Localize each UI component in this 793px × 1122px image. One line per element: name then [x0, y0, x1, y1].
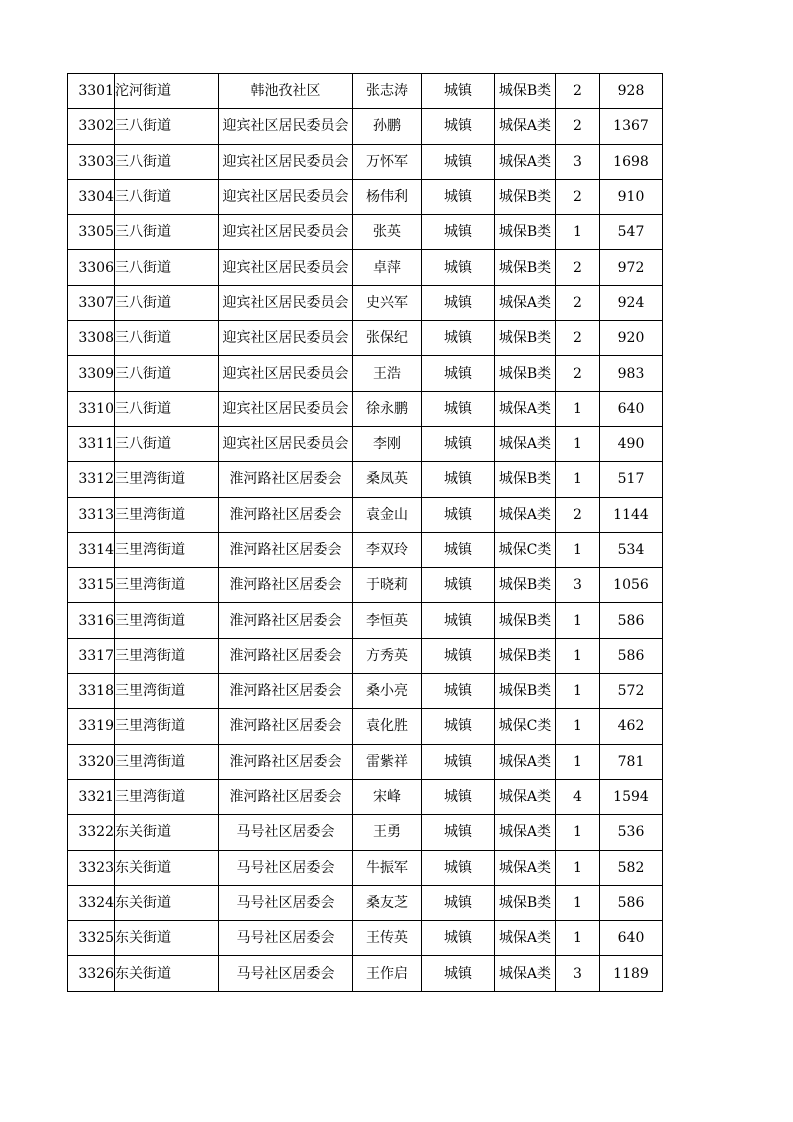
community-cell: 淮河路社区居委会 [219, 674, 353, 709]
record-id-cell: 3309 [68, 356, 115, 391]
table-row [68, 74, 663, 109]
member-count-cell: 2 [556, 109, 600, 144]
assistance-level-cell: 城保B类 [495, 321, 556, 356]
amount-cell: 586 [600, 638, 663, 673]
person-name-cell: 雷紫祥 [353, 744, 422, 779]
amount-cell: 517 [600, 462, 663, 497]
person-name-cell: 王作启 [353, 956, 422, 991]
assistance-level-cell: 城保A类 [495, 285, 556, 320]
member-count-cell: 3 [556, 144, 600, 179]
assistance-level-cell: 城保A类 [495, 497, 556, 532]
household-type-cell: 城镇 [422, 462, 495, 497]
member-count-cell: 2 [556, 179, 600, 214]
person-name-cell: 万怀军 [353, 144, 422, 179]
record-id-cell: 3319 [68, 709, 115, 744]
assistance-level-cell: 城保C类 [495, 532, 556, 567]
member-count-cell: 1 [556, 391, 600, 426]
street-cell: 东关街道 [115, 921, 219, 956]
member-count-cell: 4 [556, 779, 600, 814]
table-row [68, 250, 663, 285]
street-cell: 三里湾街道 [115, 497, 219, 532]
community-cell: 淮河路社区居委会 [219, 462, 353, 497]
street-cell: 三八街道 [115, 144, 219, 179]
record-id-cell: 3304 [68, 179, 115, 214]
household-type-cell: 城镇 [422, 603, 495, 638]
amount-cell: 536 [600, 815, 663, 850]
community-cell: 淮河路社区居委会 [219, 532, 353, 567]
street-cell: 三里湾街道 [115, 532, 219, 567]
household-type-cell: 城镇 [422, 426, 495, 461]
person-name-cell: 王传英 [353, 921, 422, 956]
community-cell: 淮河路社区居委会 [219, 744, 353, 779]
assistance-level-cell: 城保A类 [495, 779, 556, 814]
community-cell: 迎宾社区居民委员会 [219, 356, 353, 391]
table-row [68, 109, 663, 144]
amount-cell: 1698 [600, 144, 663, 179]
assistance-level-cell: 城保B类 [495, 885, 556, 920]
member-count-cell: 2 [556, 285, 600, 320]
community-cell: 迎宾社区居民委员会 [219, 285, 353, 320]
member-count-cell: 1 [556, 744, 600, 779]
table-row [68, 497, 663, 532]
member-count-cell: 1 [556, 885, 600, 920]
member-count-cell: 1 [556, 815, 600, 850]
assistance-level-cell: 城保B类 [495, 603, 556, 638]
table-row [68, 391, 663, 426]
household-type-cell: 城镇 [422, 285, 495, 320]
table-row [68, 568, 663, 603]
household-type-cell: 城镇 [422, 250, 495, 285]
record-id-cell: 3326 [68, 956, 115, 991]
amount-cell: 462 [600, 709, 663, 744]
amount-cell: 910 [600, 179, 663, 214]
community-cell: 淮河路社区居委会 [219, 709, 353, 744]
household-type-cell: 城镇 [422, 109, 495, 144]
assistance-level-cell: 城保A类 [495, 144, 556, 179]
community-cell: 马号社区居委会 [219, 850, 353, 885]
amount-cell: 1189 [600, 956, 663, 991]
street-cell: 三八街道 [115, 109, 219, 144]
record-id-cell: 3302 [68, 109, 115, 144]
household-type-cell: 城镇 [422, 744, 495, 779]
assistance-level-cell: 城保B类 [495, 356, 556, 391]
person-name-cell: 卓萍 [353, 250, 422, 285]
amount-cell: 640 [600, 391, 663, 426]
person-name-cell: 王浩 [353, 356, 422, 391]
amount-cell: 534 [600, 532, 663, 567]
record-id-cell: 3313 [68, 497, 115, 532]
community-cell: 迎宾社区居民委员会 [219, 179, 353, 214]
assistance-level-cell: 城保C类 [495, 709, 556, 744]
amount-cell: 928 [600, 74, 663, 109]
street-cell: 三里湾街道 [115, 674, 219, 709]
assistance-level-cell: 城保A类 [495, 921, 556, 956]
household-type-cell: 城镇 [422, 674, 495, 709]
amount-cell: 920 [600, 321, 663, 356]
amount-cell: 586 [600, 885, 663, 920]
member-count-cell: 1 [556, 215, 600, 250]
street-cell: 三八街道 [115, 285, 219, 320]
street-cell: 东关街道 [115, 850, 219, 885]
person-name-cell: 于晓莉 [353, 568, 422, 603]
data-table [67, 73, 663, 992]
community-cell: 淮河路社区居委会 [219, 638, 353, 673]
household-type-cell: 城镇 [422, 321, 495, 356]
table-row [68, 321, 663, 356]
household-type-cell: 城镇 [422, 497, 495, 532]
person-name-cell: 桑凤英 [353, 462, 422, 497]
community-cell: 淮河路社区居委会 [219, 497, 353, 532]
table-row [68, 815, 663, 850]
record-id-cell: 3324 [68, 885, 115, 920]
household-type-cell: 城镇 [422, 815, 495, 850]
record-id-cell: 3314 [68, 532, 115, 567]
member-count-cell: 1 [556, 532, 600, 567]
record-id-cell: 3308 [68, 321, 115, 356]
person-name-cell: 李刚 [353, 426, 422, 461]
community-cell: 迎宾社区居民委员会 [219, 109, 353, 144]
member-count-cell: 2 [556, 250, 600, 285]
community-cell: 马号社区居委会 [219, 921, 353, 956]
assistance-level-cell: 城保B类 [495, 462, 556, 497]
amount-cell: 781 [600, 744, 663, 779]
community-cell: 迎宾社区居民委员会 [219, 391, 353, 426]
table-row [68, 426, 663, 461]
table-row [68, 532, 663, 567]
assistance-level-cell: 城保B类 [495, 568, 556, 603]
household-type-cell: 城镇 [422, 356, 495, 391]
record-id-cell: 3320 [68, 744, 115, 779]
household-type-cell: 城镇 [422, 921, 495, 956]
street-cell: 三八街道 [115, 215, 219, 250]
community-cell: 迎宾社区居民委员会 [219, 144, 353, 179]
street-cell: 三八街道 [115, 391, 219, 426]
record-id-cell: 3312 [68, 462, 115, 497]
household-type-cell: 城镇 [422, 850, 495, 885]
amount-cell: 924 [600, 285, 663, 320]
street-cell: 三里湾街道 [115, 638, 219, 673]
member-count-cell: 1 [556, 709, 600, 744]
community-cell: 迎宾社区居民委员会 [219, 321, 353, 356]
table-row [68, 921, 663, 956]
member-count-cell: 1 [556, 638, 600, 673]
member-count-cell: 1 [556, 603, 600, 638]
member-count-cell: 2 [556, 356, 600, 391]
street-cell: 三八街道 [115, 179, 219, 214]
amount-cell: 1367 [600, 109, 663, 144]
assistance-level-cell: 城保A类 [495, 744, 556, 779]
person-name-cell: 孙鹏 [353, 109, 422, 144]
table-row [68, 462, 663, 497]
household-type-cell: 城镇 [422, 144, 495, 179]
person-name-cell: 方秀英 [353, 638, 422, 673]
household-type-cell: 城镇 [422, 779, 495, 814]
table-row [68, 850, 663, 885]
table-row [68, 956, 663, 991]
assistance-level-cell: 城保A类 [495, 850, 556, 885]
street-cell: 三里湾街道 [115, 568, 219, 603]
record-id-cell: 3321 [68, 779, 115, 814]
record-id-cell: 3323 [68, 850, 115, 885]
street-cell: 三八街道 [115, 321, 219, 356]
person-name-cell: 牛振军 [353, 850, 422, 885]
member-count-cell: 1 [556, 674, 600, 709]
member-count-cell: 2 [556, 497, 600, 532]
assistance-level-cell: 城保A类 [495, 426, 556, 461]
community-cell: 迎宾社区居民委员会 [219, 250, 353, 285]
assistance-level-cell: 城保A类 [495, 815, 556, 850]
table-row [68, 285, 663, 320]
table-row [68, 603, 663, 638]
table-row [68, 638, 663, 673]
amount-cell: 586 [600, 603, 663, 638]
assistance-level-cell: 城保B类 [495, 215, 556, 250]
record-id-cell: 3307 [68, 285, 115, 320]
person-name-cell: 王勇 [353, 815, 422, 850]
person-name-cell: 宋峰 [353, 779, 422, 814]
community-cell: 马号社区居委会 [219, 885, 353, 920]
record-id-cell: 3310 [68, 391, 115, 426]
table-row [68, 356, 663, 391]
record-id-cell: 3317 [68, 638, 115, 673]
household-type-cell: 城镇 [422, 709, 495, 744]
member-count-cell: 3 [556, 956, 600, 991]
person-name-cell: 桑小亮 [353, 674, 422, 709]
assistance-level-cell: 城保A类 [495, 956, 556, 991]
household-type-cell: 城镇 [422, 885, 495, 920]
member-count-cell: 2 [556, 74, 600, 109]
assistance-level-cell: 城保B类 [495, 179, 556, 214]
record-id-cell: 3301 [68, 74, 115, 109]
household-type-cell: 城镇 [422, 568, 495, 603]
table-row [68, 215, 663, 250]
person-name-cell: 李恒英 [353, 603, 422, 638]
record-id-cell: 3322 [68, 815, 115, 850]
community-cell: 迎宾社区居民委员会 [219, 426, 353, 461]
assistance-level-cell: 城保B类 [495, 250, 556, 285]
street-cell: 三八街道 [115, 426, 219, 461]
amount-cell: 1056 [600, 568, 663, 603]
table-row [68, 674, 663, 709]
community-cell: 淮河路社区居委会 [219, 779, 353, 814]
amount-cell: 572 [600, 674, 663, 709]
person-name-cell: 徐永鹏 [353, 391, 422, 426]
amount-cell: 582 [600, 850, 663, 885]
household-type-cell: 城镇 [422, 74, 495, 109]
table-body [68, 74, 663, 992]
member-count-cell: 1 [556, 426, 600, 461]
amount-cell: 1144 [600, 497, 663, 532]
amount-cell: 1594 [600, 779, 663, 814]
table-row [68, 779, 663, 814]
member-count-cell: 1 [556, 921, 600, 956]
record-id-cell: 3325 [68, 921, 115, 956]
table-row [68, 144, 663, 179]
assistance-level-cell: 城保A类 [495, 109, 556, 144]
household-type-cell: 城镇 [422, 638, 495, 673]
community-cell: 韩池孜社区 [219, 74, 353, 109]
amount-cell: 972 [600, 250, 663, 285]
member-count-cell: 1 [556, 462, 600, 497]
person-name-cell: 袁金山 [353, 497, 422, 532]
amount-cell: 547 [600, 215, 663, 250]
record-id-cell: 3305 [68, 215, 115, 250]
table-row [68, 744, 663, 779]
table-row [68, 709, 663, 744]
person-name-cell: 李双玲 [353, 532, 422, 567]
street-cell: 三八街道 [115, 250, 219, 285]
street-cell: 三八街道 [115, 356, 219, 391]
record-id-cell: 3316 [68, 603, 115, 638]
assistance-level-cell: 城保B类 [495, 74, 556, 109]
household-type-cell: 城镇 [422, 391, 495, 426]
street-cell: 东关街道 [115, 956, 219, 991]
household-type-cell: 城镇 [422, 179, 495, 214]
street-cell: 东关街道 [115, 815, 219, 850]
community-cell: 淮河路社区居委会 [219, 603, 353, 638]
amount-cell: 490 [600, 426, 663, 461]
table-row [68, 179, 663, 214]
member-count-cell: 1 [556, 850, 600, 885]
household-type-cell: 城镇 [422, 532, 495, 567]
community-cell: 马号社区居委会 [219, 956, 353, 991]
street-cell: 三里湾街道 [115, 779, 219, 814]
person-name-cell: 张英 [353, 215, 422, 250]
person-name-cell: 张保纪 [353, 321, 422, 356]
assistance-level-cell: 城保B类 [495, 674, 556, 709]
person-name-cell: 杨伟利 [353, 179, 422, 214]
street-cell: 沱河街道 [115, 74, 219, 109]
member-count-cell: 2 [556, 321, 600, 356]
person-name-cell: 张志涛 [353, 74, 422, 109]
record-id-cell: 3306 [68, 250, 115, 285]
household-type-cell: 城镇 [422, 215, 495, 250]
amount-cell: 983 [600, 356, 663, 391]
street-cell: 三里湾街道 [115, 744, 219, 779]
street-cell: 三里湾街道 [115, 462, 219, 497]
community-cell: 淮河路社区居委会 [219, 568, 353, 603]
table-row [68, 885, 663, 920]
record-id-cell: 3311 [68, 426, 115, 461]
record-id-cell: 3318 [68, 674, 115, 709]
person-name-cell: 史兴军 [353, 285, 422, 320]
street-cell: 东关街道 [115, 885, 219, 920]
community-cell: 迎宾社区居民委员会 [219, 215, 353, 250]
record-id-cell: 3315 [68, 568, 115, 603]
record-id-cell: 3303 [68, 144, 115, 179]
street-cell: 三里湾街道 [115, 709, 219, 744]
street-cell: 三里湾街道 [115, 603, 219, 638]
person-name-cell: 桑友芝 [353, 885, 422, 920]
member-count-cell: 3 [556, 568, 600, 603]
amount-cell: 640 [600, 921, 663, 956]
community-cell: 马号社区居委会 [219, 815, 353, 850]
assistance-level-cell: 城保B类 [495, 638, 556, 673]
household-type-cell: 城镇 [422, 956, 495, 991]
person-name-cell: 袁化胜 [353, 709, 422, 744]
assistance-level-cell: 城保A类 [495, 391, 556, 426]
